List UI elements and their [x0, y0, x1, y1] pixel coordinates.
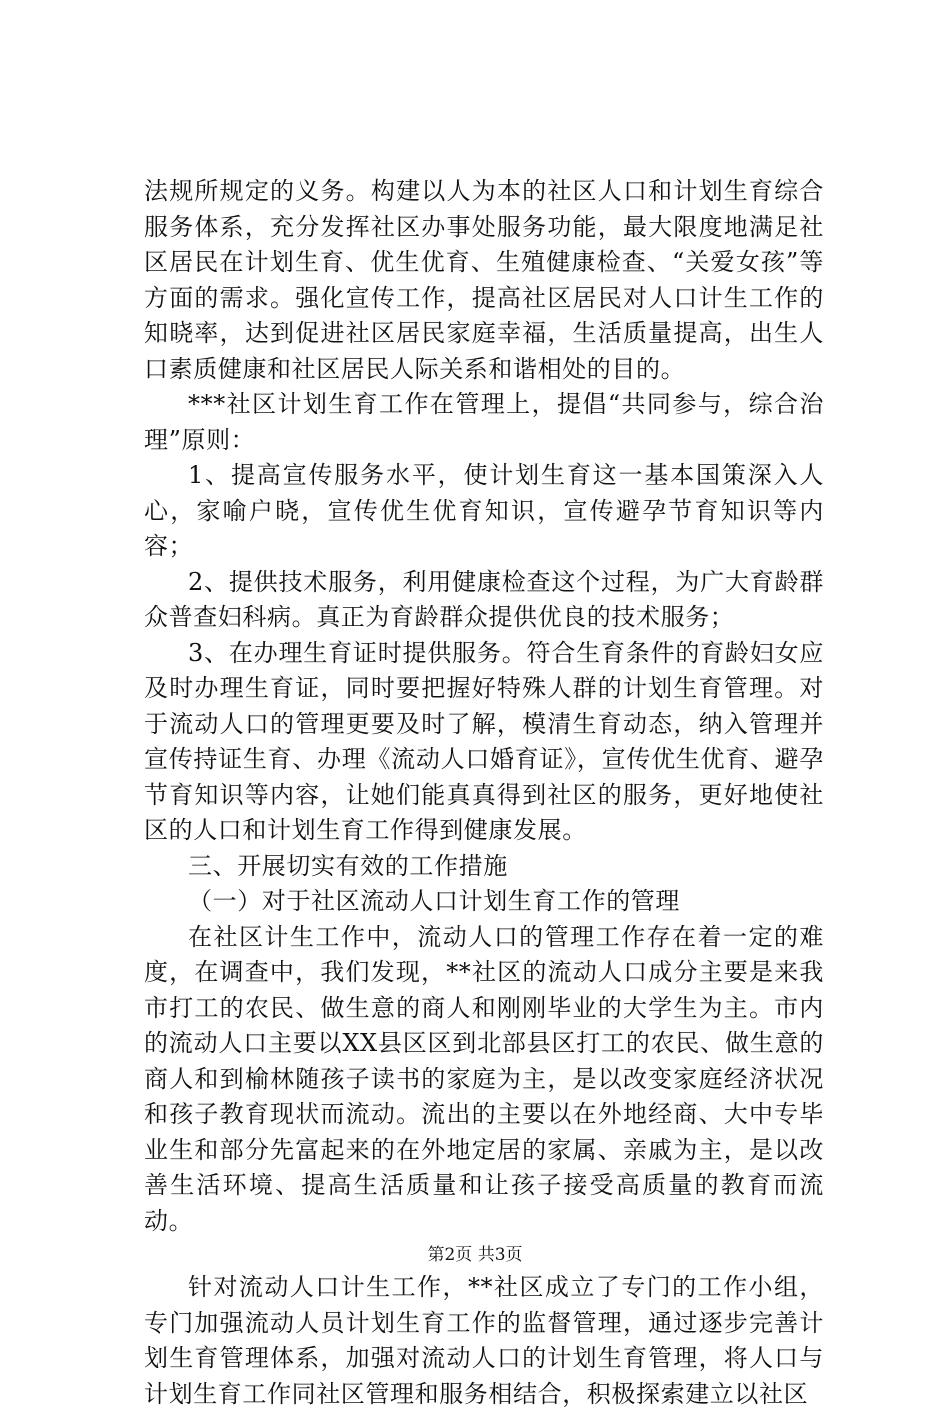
paragraph-management-principle: ***社区计划生育工作在管理上，提倡“共同参与，综合治理”原则： — [144, 390, 824, 454]
subsection-heading: （一）对于社区流动人口计划生育工作的管理 — [188, 887, 680, 915]
section-heading: 三、开展切实有效的工作措施 — [188, 851, 508, 880]
list-item-1: 1、提高宣传服务水平，使计划生育这一基本国策深入人心，家喻户晓，宣传优生优育知识，宣传避孕节育知识等内容； — [144, 461, 824, 560]
paragraph-continuation: 法规所规定的义务。构建以人为本的社区人口和计划生育综合服务体系，充分发挥社区办事处服务功能，最大限度地满足社区居民在计划生育、优生优育、生殖健康检查、“关爱女孩”等方面的需求。强化宣传工作，提高社区居民对人口计生工作的知晓率，达到促进社区居民家庭幸福，生活质量提高，出生人口素质健康和社区居民人际关系和谐相处的目的。 — [144, 177, 824, 383]
page-footer: 第2页 共3页 — [427, 1245, 523, 1265]
paragraph-floating-population: 在社区计生工作中，流动人口的管理工作存在着一定的难度，在调查中，我们发现，**社区的流动人口成分主要是来我市打工的农民、做生意的商人和刚刚毕业的大学生为主。市内的流动人口主要以XX县区区到北部县区打工的农民、做生意的商人和到榆林随孩子读书的家庭为主，是以改变家庭经济状况和孩子教育现状而流动。流出的主要以在外地经商、大中专毕业生和部分先富起来的在外地定居的家属、亲戚为主，是以改善生活环境、提高生活质量和让孩子接受高质量的教育而流动。 — [144, 922, 824, 1235]
paragraph-working-group: 针对流动人口计生工作，**社区成立了专门的工作小组，专门加强流动人员计划生育工作的监督管理，通过逐步完善计划生育管理体系，加强对流动人口的计划生育管理，将人口与计划生育工作同社区管理和服务相结合，积极探索建立以社区 — [144, 1273, 824, 1408]
document-body — [144, 174, 824, 1412]
list-item-2: 2、提供技术服务，利用健康检查这个过程，为广大育龄群众普查妇科病。真正为育龄群众提供优良的技术服务； — [144, 567, 824, 631]
list-item-3: 3、在办理生育证时提供服务。符合生育条件的育龄妇女应及时办理生育证，同时要把握好特殊人群的计划生育管理。对于流动人口的管理更要及时了解，模清生育动态，纳入管理并宣传持证生育、办理《流动人口婚育证》，宣传优生优育、避孕节育知识等内容，让她们能真真得到社区的服务，更好地使社区的人口和计划生育工作得到健康发展。 — [144, 638, 824, 844]
